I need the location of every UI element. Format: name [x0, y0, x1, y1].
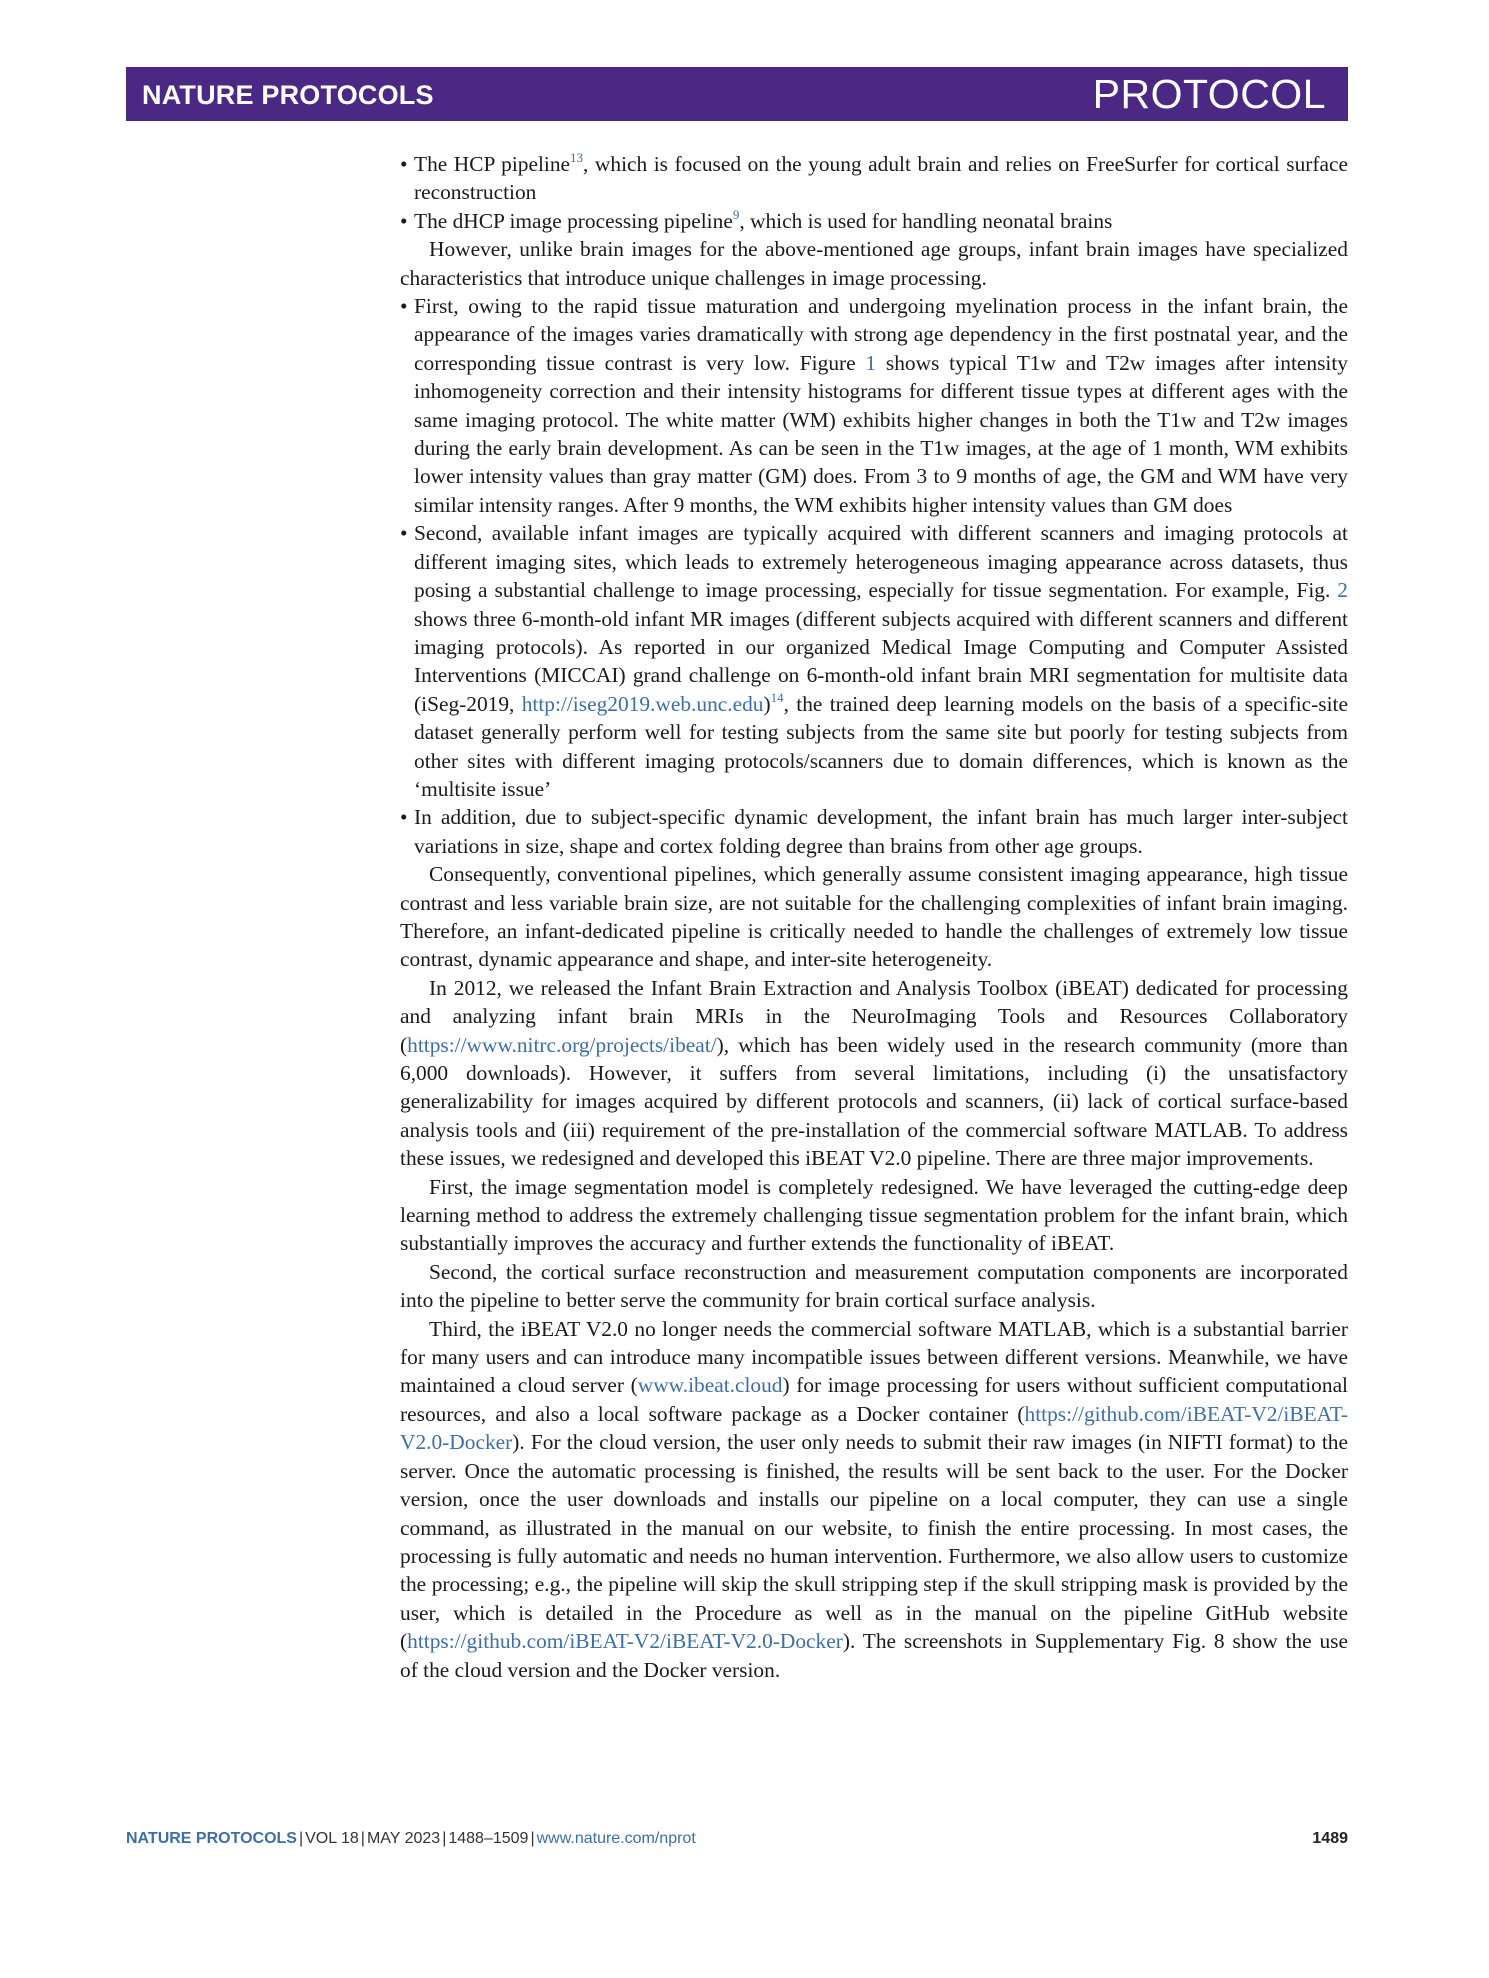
url-link[interactable]: www.ibeat.cloud [637, 1373, 783, 1398]
journal-name: NATURE PROTOCOLS [142, 80, 434, 110]
paragraph: Second, the cortical surface reconstruction and measurement computation components are incorporated into the pipeline to better serve the community for brain cortical surface analysis. [400, 1259, 1348, 1313]
citation-link[interactable]: 14 [770, 689, 784, 705]
footer-pages: 1488–1509 [448, 1830, 529, 1847]
page-number: 1489 [1312, 1830, 1348, 1847]
paragraph: However, unlike brain images for the above-mentioned age groups, infant brain images have specialized characteristics that introduce unique challenges in image processing. [400, 237, 1348, 290]
bullet-item: • First, owing to the rapid tissue maturation and undergoing myelination process in the infant brain, the appearance of the images varies dramatically with strong age dependency in the first postnatal year, and the corresponding tissue contrast is very low. Figure 1 shows typical T1w and T2w images after intensity inhomogeneity correction and their intensity histograms for different tissue types at different ages with the same imaging protocol. The white matter (WM) exhibits higher changes in both the T1w and T2w images during the early brain development. As can be seen in the T1w images, at the age of 1 month, WM exhibits lower intensity values than gray matter (GM) does. From 3 to 9 months of age, the GM and WM have very similar intensity ranges. After 9 months, the WM exhibits higher intensity values than GM does [400, 294, 1348, 517]
url-link[interactable]: https://github.com/iBEAT-V2/iBEAT-V2.0-Docker [400, 1401, 1348, 1455]
bullet-dot: • [400, 152, 408, 176]
footer-volume: VOL 18 [305, 1830, 359, 1847]
bullet-dot: • [400, 805, 408, 830]
bullet-item: • The HCP pipeline$^{13}$, which is focused on the young adult brain and relies on FreeSurfer for cortical surface reconstruction [400, 150, 1349, 205]
header-banner [126, 67, 1348, 121]
bullet-dot: • [400, 521, 408, 546]
article-body [400, 150, 1348, 1684]
url-link[interactable]: https://www.nitrc.org/projects/ibeat/ [407, 1032, 717, 1057]
article-type: PROTOCOL [1092, 71, 1326, 117]
figure-link[interactable]: 1 [865, 350, 877, 375]
url-link[interactable]: http://iseg2019.web.unc.edu [521, 691, 764, 716]
figure-link[interactable]: 2 [1337, 578, 1348, 603]
footer-date: MAY 2023 [366, 1830, 441, 1847]
paragraph: Third, the iBEAT V2.0 no longer needs the commercial software MATLAB, which is a substantial barrier for many users and can introduce many incompatible issues between different versions. Meanwhile, we have maintained a cloud server (www.ibeat.cloud) for image processing for users without sufficient computational resources, and also a local software package as a Docker container (https://github.com/iBEAT-V2/iBEAT-V2.0-Docker). For the cloud version, the user only needs to submit their raw images (in NIFTI format) to the server. Once the automatic processing is finished, the results will be sent back to the user. For the Docker version, once the user downloads and installs our pipeline on a local computer, they can use a single command, as illustrated in the manual on our website, to finish the entire processing. In most cases, the processing is fully automatic and needs no human intervention. Furthermore, we also allow users to customize the processing; e.g., the pipeline will skip the skull stripping step if the skull stripping mask is provided by the user, which is detailed in the Procedure as well as in the manual on the pipeline GitHub website (https://github.com/iBEAT-V2/iBEAT-V2.0-Docker). The screenshots in Supplementary Fig. 8 show the use of the cloud version and the Docker version. [400, 1316, 1349, 1682]
bullet-dot: • [400, 208, 408, 233]
paragraph: In 2012, we released the Infant Brain Extraction and Analysis Toolbox (iBEAT) dedicated for processing and analyzing infant brain MRIs in the NeuroImaging Tools and Resources Collaboratory (https://www.nitrc.org/projects/ibeat/), which has been widely used in the research community (more than 6,000 downloads). However, it suffers from several limitations, including (i) the unsatisfactory generalizability for images acquired by different protocols and scanners, (ii) lack of cortical surface-based analysis tools and (iii) requirement of the pre-installation of the commercial software MATLAB. To address these issues, we redesigned and developed this iBEAT V2.0 pipeline. There are three major improvements. [400, 975, 1348, 1171]
url-link[interactable]: https://github.com/iBEAT-V2/iBEAT-V2.0-Docker [407, 1629, 843, 1654]
footer-url[interactable]: www.nature.com/nprot [536, 1830, 696, 1847]
footer-citation: NATURE PROTOCOLS | VOL 18 | MAY 2023 | 1488–1509 | www.nature.com/nprot [126, 1830, 696, 1847]
paragraph: Consequently, conventional pipelines, which generally assume consistent imaging appearance, high tissue contrast and less variable brain size, are not suitable for the challenging complexities of infant brain imaging. Therefore, an infant-dedicated pipeline is critically needed to handle the challenges of extremely low tissue contrast, dynamic appearance and shape, and inter-site heterogeneity. [400, 862, 1348, 972]
bullet-item: • In addition, due to subject-specific dynamic development, the infant brain has much larger inter-subject variations in size, shape and cortex folding degree than brains from other age groups. [400, 805, 1348, 858]
citation-link[interactable]: 13 [570, 150, 584, 165]
bullet-dot: • [400, 294, 408, 319]
paragraph: First, the image segmentation model is completely redesigned. We have leveraged the cutting-edge deep learning method to address the extremely challenging tissue segmentation problem for the infant brain, which substantially improves the accuracy and further extends the functionality of iBEAT. [400, 1174, 1348, 1256]
citation-link[interactable]: 9 [732, 206, 740, 222]
bullet-item: • Second, available infant images are typically acquired with different scanners and imaging protocols at different imaging sites, which leads to extremely heterogeneous imaging appearance across datasets, thus posing a substantial challenge to image processing, especially for tissue segmentation. For example, Fig. 2 shows three 6-month-old infant MR images (different subjects acquired with different scanners and different imaging protocols). As reported in our organized Medical Image Computing and Computer Assisted Interventions (MICCAI) grand challenge on 6-month-old infant brain MRI segmentation for multisite data (iSeg-2019, http://iseg2019.web.unc.edu)$^{14}$, the trained deep learning models on the basis of a specific-site dataset generally perform well for testing subjects from the same site but poorly for testing subjects from other sites with different imaging protocols/scanners due to domain differences, which is known as the ‘multisite issue’ [400, 521, 1348, 801]
footer-journal: NATURE PROTOCOLS [126, 1830, 297, 1847]
bullet-item: • The dHCP image processing pipeline$^9$, which is used for handling neonatal brains [400, 207, 1348, 235]
